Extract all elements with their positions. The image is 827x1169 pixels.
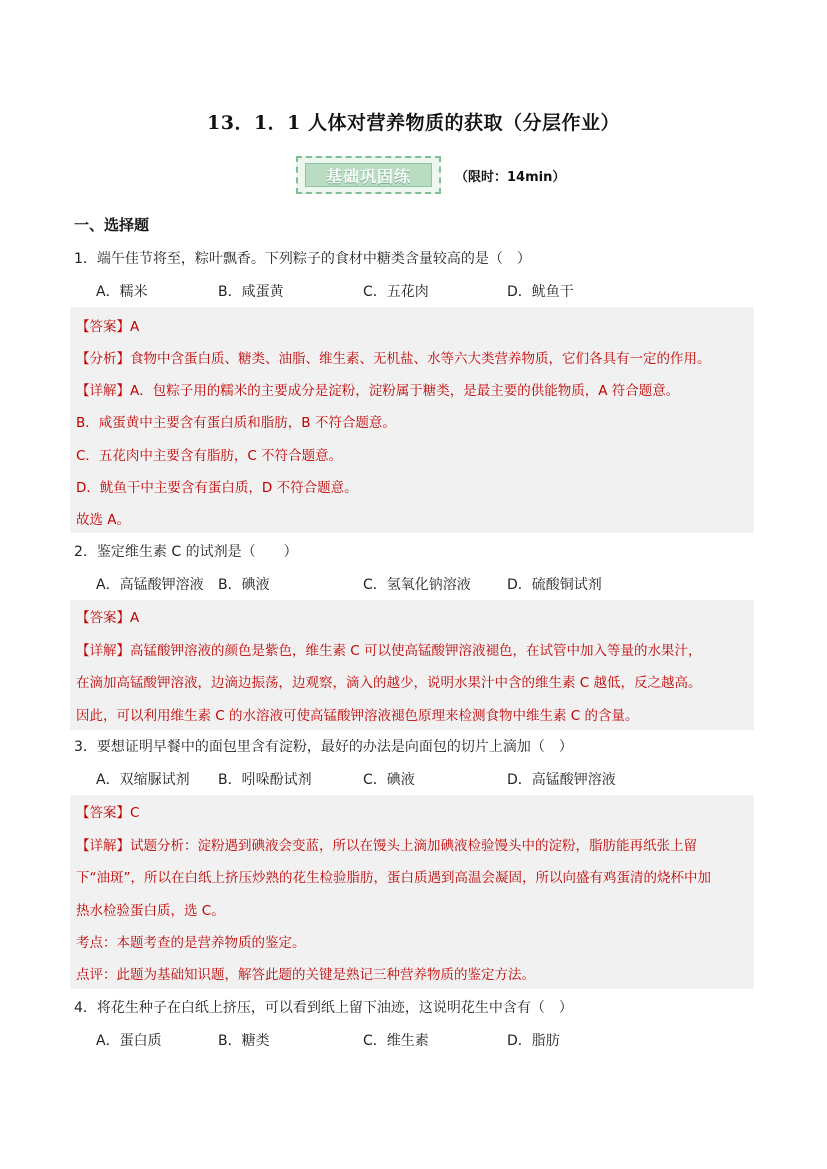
answer-line: D．鱿鱼干中主要含有蛋白质，D 不符合题意。 <box>76 480 358 496</box>
question-4-option-d: D．脂肪 <box>507 1033 560 1049</box>
answer-line: 【详解】高锰酸钾溶液的颜色是紫色，维生素 C 可以使高锰酸钾溶液褪色，在试管中加入等量的水果汁， <box>76 643 702 659</box>
answer-line: 【详解】试题分析：淀粉遇到碘液会变蓝，所以在馒头上滴加碘液检验馒头中的淀粉，脂肪能再纸张上留 <box>76 838 697 854</box>
question-2-option-d: D．硫酸铜试剂 <box>507 577 602 593</box>
section-title: 一、选择题 <box>74 216 150 234</box>
question-2-option-b: B．碘液 <box>218 577 270 593</box>
answer-line: 故选 A。 <box>76 512 131 528</box>
question-3-option-b: B．吲哚酚试剂 <box>218 772 312 788</box>
question-1-option-d: D．鱿鱼干 <box>507 284 574 300</box>
question-4-options <box>96 1030 736 1050</box>
answer-line: 【分析】食物中含蛋白质、糖类、油脂、维生素、无机盐、水等六大类营养物质，它们各具有一定的作用。 <box>76 351 711 367</box>
answer-line: C．五花肉中主要含有脂肪，C 不符合题意。 <box>76 448 343 464</box>
answer-line: 考点：本题考查的是营养物质的鉴定。 <box>76 935 306 951</box>
question-2-option-c: C．氢氧化钠溶液 <box>363 577 471 593</box>
answer-line: 因此，可以利用维生素 C 的水溶液可使高锰酸钾溶液褪色原理来检测食物中维生素 C 的含量。 <box>76 708 639 724</box>
question-3-stem: 3．要想证明早餐中的面包里含有淀粉，最好的办法是向面包的切片上滴加（ ） <box>74 739 573 755</box>
question-2-answer-box <box>70 600 754 730</box>
question-1-option-a: A．糯米 <box>96 284 148 300</box>
question-3-option-d: D．高锰酸钾溶液 <box>507 772 616 788</box>
answer-line: B．咸蛋黄中主要含有蛋白质和脂肪，B 不符合题意。 <box>76 415 396 431</box>
question-1-answer-box <box>70 307 754 533</box>
answer-line: 【答案】A <box>76 319 140 335</box>
time-limit: （限时：14min） <box>455 170 566 185</box>
question-3-answer-box <box>70 795 754 989</box>
question-4-option-c: C．维生素 <box>363 1033 429 1049</box>
level-badge <box>296 156 441 194</box>
question-2-option-a: A．高锰酸钾溶液 <box>96 577 204 593</box>
answer-line: 【详解】A．包粽子用的糯米的主要成分是淀粉，淀粉属于糖类，是最主要的供能物质，A 符合题意。 <box>76 383 680 399</box>
question-2-options <box>96 574 736 594</box>
answer-line: 下“油斑”，所以在白纸上挤压炒熟的花生检验脂肪，蛋白质遇到高温会凝固，所以向盛有鸡蛋清的烧杯中加 <box>76 870 711 886</box>
question-1-stem: 1．端午佳节将至，粽叶飘香。下列粽子的食材中糖类含量较高的是（ ） <box>74 251 531 267</box>
answer-line: 点评：此题为基础知识题，解答此题的关键是熟记三种营养物质的鉴定方法。 <box>76 967 535 983</box>
question-1-options <box>96 281 736 301</box>
page-title: 13．1．1 人体对营养物质的获取（分层作业） <box>207 112 620 134</box>
level-badge-label: 基础巩固练 <box>305 163 432 187</box>
question-3-option-a: A．双缩脲试剂 <box>96 772 190 788</box>
question-3-option-c: C．碘液 <box>363 772 415 788</box>
question-4-stem: 4．将花生种子在白纸上挤压，可以看到纸上留下油迹，这说明花生中含有（ ） <box>74 1000 573 1016</box>
header-badge-row <box>0 156 827 196</box>
question-2-stem: 2．鉴定维生素 C 的试剂是（ ） <box>74 544 298 560</box>
answer-line: 热水检验蛋白质，选 C。 <box>76 903 225 919</box>
question-1-option-c: C．五花肉 <box>363 284 429 300</box>
answer-line: 【答案】A <box>76 610 140 626</box>
question-3-options <box>96 769 736 789</box>
question-4-option-a: A．蛋白质 <box>96 1033 162 1049</box>
question-1-option-b: B．咸蛋黄 <box>218 284 284 300</box>
answer-line: 【答案】C <box>76 805 140 821</box>
answer-line: 在滴加高锰酸钾溶液，边滴边振荡，边观察，滴入的越少，说明水果汁中含的维生素 C 越低，反之越高。 <box>76 675 702 691</box>
question-4-option-b: B．糖类 <box>218 1033 270 1049</box>
